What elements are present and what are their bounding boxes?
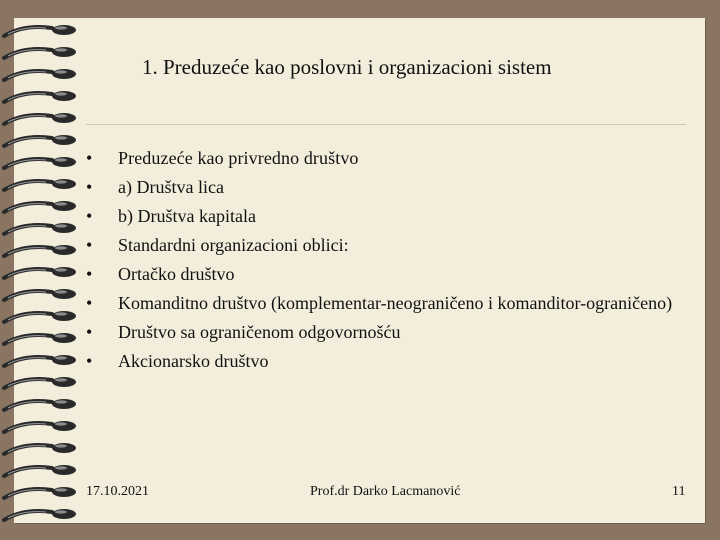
bullet-text: Ortačko društvo [118, 264, 235, 284]
bullet-icon: • [86, 322, 93, 342]
list-item [86, 347, 676, 376]
slide-title: 1. Preduzeće kao poslovni i organizacioni sistem [142, 55, 552, 79]
spiral-coil [4, 399, 76, 410]
footer-page-number: 11 [672, 484, 686, 499]
spiral-coil [4, 443, 76, 454]
spiral-coil [4, 267, 76, 278]
spiral-coil [4, 25, 76, 36]
list-item [86, 202, 676, 231]
spiral-coil [4, 311, 76, 322]
bullet-icon: • [86, 264, 93, 284]
spiral-coil [4, 157, 76, 168]
list-item [86, 231, 676, 260]
spiral-coil [4, 377, 76, 388]
spiral-coil [4, 47, 76, 58]
bullet-text: a) Društva lica [118, 177, 224, 197]
spiral-coil [4, 421, 76, 432]
bullet-text: b) Društva kapitala [118, 206, 256, 226]
bullet-icon: • [86, 293, 93, 313]
spiral-coil [4, 355, 76, 366]
bullet-text: Preduzeće kao privredno društvo [118, 148, 359, 168]
list-item [86, 318, 676, 347]
spiral-coil [4, 487, 76, 498]
title-divider [86, 124, 686, 125]
spiral-coil [4, 333, 76, 344]
spiral-coil [4, 223, 76, 234]
spiral-coil [4, 245, 76, 256]
spiral-coil [4, 289, 76, 300]
bullet-icon: • [86, 351, 93, 371]
bullet-icon: • [86, 148, 93, 168]
spiral-coil [4, 465, 76, 476]
footer-date: 17.10.2021 [86, 484, 149, 499]
bullet-text: Društvo sa ograničenom odgovornošću [118, 322, 401, 342]
bullet-text: Standardni organizacioni oblici: [118, 235, 349, 255]
list-item [86, 144, 676, 173]
spiral-coil [4, 179, 76, 190]
spiral-coil [4, 69, 76, 80]
bullet-text: Komanditno društvo (komplementar-neograničeno i komanditor-ograničeno) [118, 293, 673, 313]
list-item [86, 173, 676, 202]
footer-author: Prof.dr Darko Lacmanović [310, 484, 461, 499]
bullet-list [86, 144, 676, 376]
spiral-coil [4, 113, 76, 124]
spiral-coil [4, 201, 76, 212]
list-item [86, 260, 676, 289]
spiral-coil [4, 135, 76, 146]
bullet-icon: • [86, 177, 93, 197]
list-item [86, 289, 676, 318]
bullet-text: Akcionarsko društvo [118, 351, 269, 371]
spiral-coil [4, 91, 76, 102]
bullet-icon: • [86, 235, 93, 255]
spiral-coil [4, 509, 76, 520]
spiral-binding [0, 0, 90, 540]
bullet-icon: • [86, 206, 93, 226]
